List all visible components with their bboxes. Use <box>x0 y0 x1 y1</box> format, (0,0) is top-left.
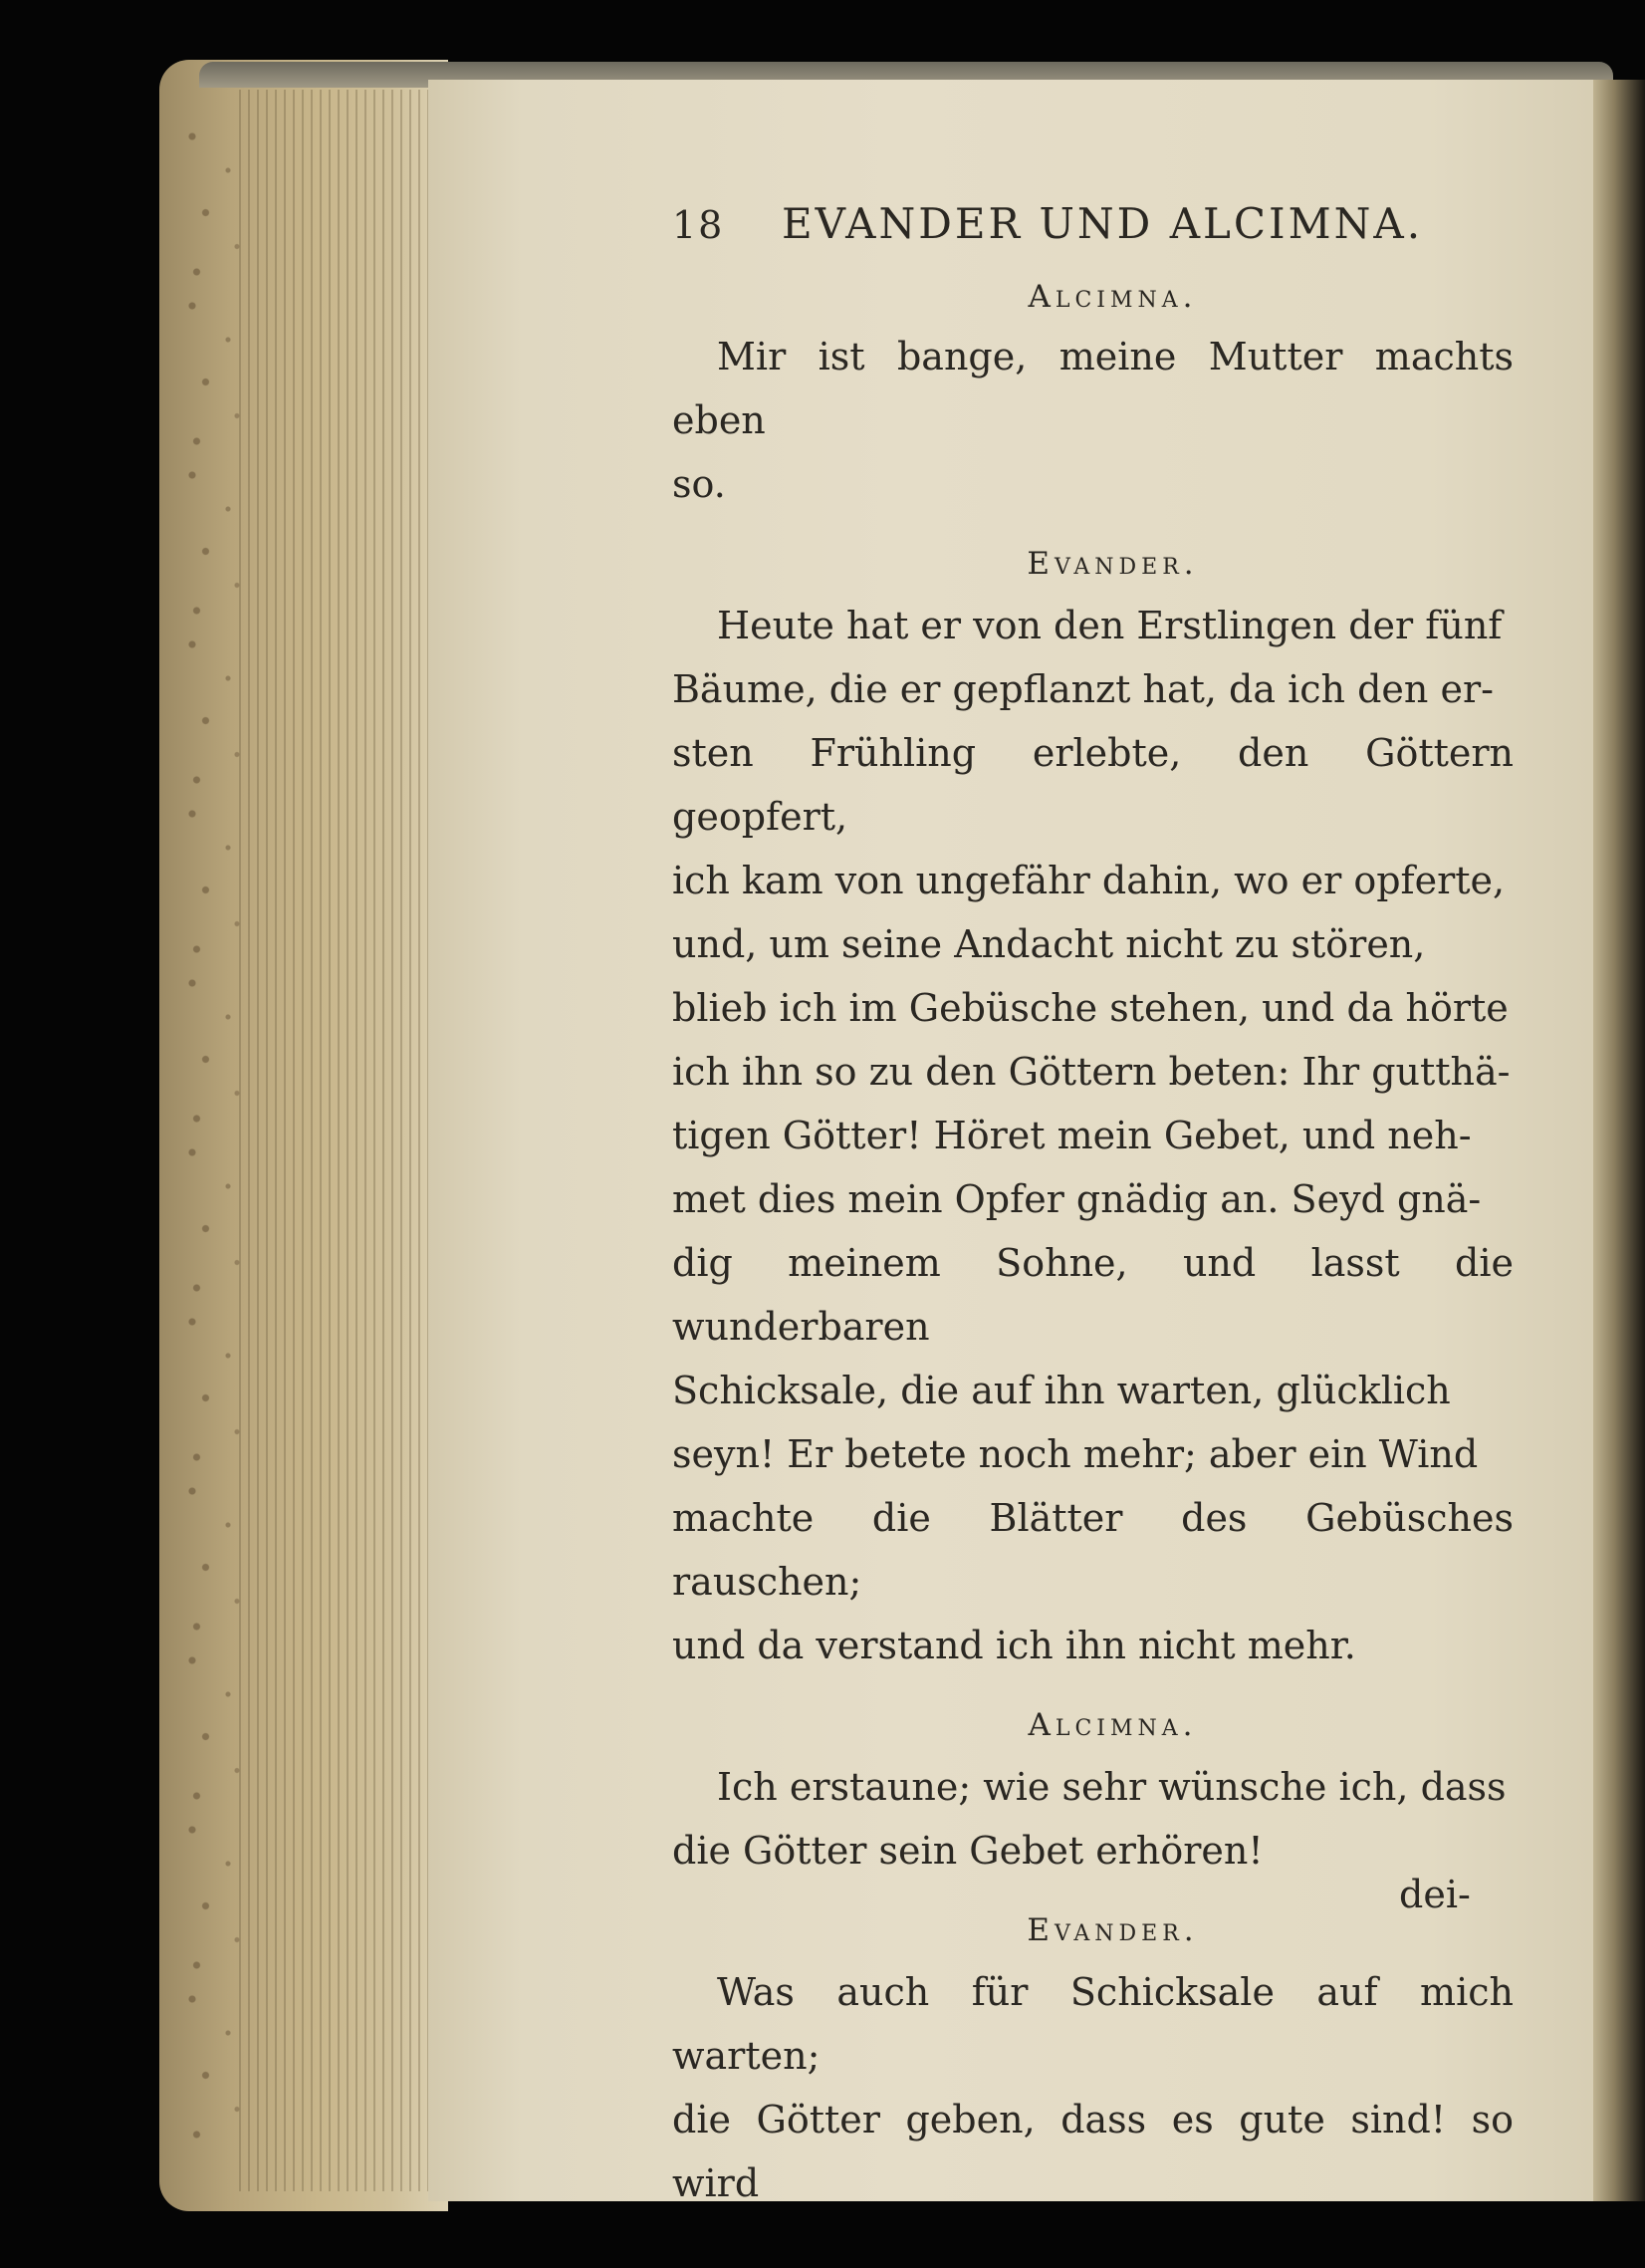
text-line: sten Frühling erlebte, den Göttern geopfert, <box>672 731 1514 839</box>
dialogue-paragraph <box>672 1755 1514 1883</box>
running-title: EVANDER UND ALCIMNA. <box>782 199 1424 248</box>
text-line: seyn! Er betete noch mehr; aber ein Wind <box>672 1432 1479 1476</box>
text-line: Schicksale, die auf ihn warten, glücklich <box>672 1369 1451 1412</box>
dialogue-paragraph <box>672 594 1514 1677</box>
text-line: Was auch für Schicksale auf mich warten; <box>672 1970 1514 2078</box>
text-line: machte die Blätter des Gebüsches rauschen; <box>672 1496 1514 1604</box>
dialogue-paragraph <box>672 325 1514 516</box>
speaker-heading: Alcimna. <box>1028 279 1198 315</box>
speaker-heading: Alcimna. <box>1028 1707 1198 1743</box>
text-line: die Götter geben, dass es gute sind! so wird <box>672 2098 1514 2205</box>
page-text <box>672 199 1514 2215</box>
text-line: dig meinem Sohne, und lasst die wunderbaren <box>672 1241 1514 1349</box>
text-line: ich kam von ungefähr dahin, wo er opferte, <box>672 859 1506 902</box>
catchword: dei- <box>1399 1873 1471 1916</box>
speaker-heading: Evander. <box>1027 1912 1199 1948</box>
page-number: 18 <box>672 203 725 247</box>
text-line: und da verstand ich ihn nicht mehr. <box>672 1624 1356 1667</box>
text-line: met dies mein Opfer gnädig an. Seyd gnä- <box>672 1177 1482 1221</box>
text-line: blieb ich im Gebüsche stehen, und da hörte <box>672 986 1509 1030</box>
text-line: tigen Götter! Höret mein Gebet, und neh- <box>672 1114 1472 1157</box>
text-line: Ich erstaune; wie sehr wünsche ich, dass <box>717 1765 1507 1809</box>
text-line: Heute hat er von den Erstlingen der fünf <box>717 604 1503 647</box>
text-line: und, um seine Andacht nicht zu stören, <box>672 922 1426 966</box>
text-line: so. <box>672 462 726 506</box>
text-line: die Götter sein Gebet erhören! <box>672 1829 1264 1873</box>
gutter-shadow <box>1593 80 1645 2201</box>
text-line: ich ihn so zu den Göttern beten: Ihr gutthä- <box>672 1050 1511 1094</box>
text-line: Bäume, die er gepflanzt hat, da ich den er- <box>672 667 1494 711</box>
dialogue-paragraph <box>672 1960 1514 2215</box>
speaker-heading: Evander. <box>1027 546 1199 582</box>
running-header <box>672 199 1514 279</box>
page-stack-lines <box>239 90 438 2191</box>
text-line: Mir ist bange, meine Mutter machts eben <box>672 335 1514 442</box>
